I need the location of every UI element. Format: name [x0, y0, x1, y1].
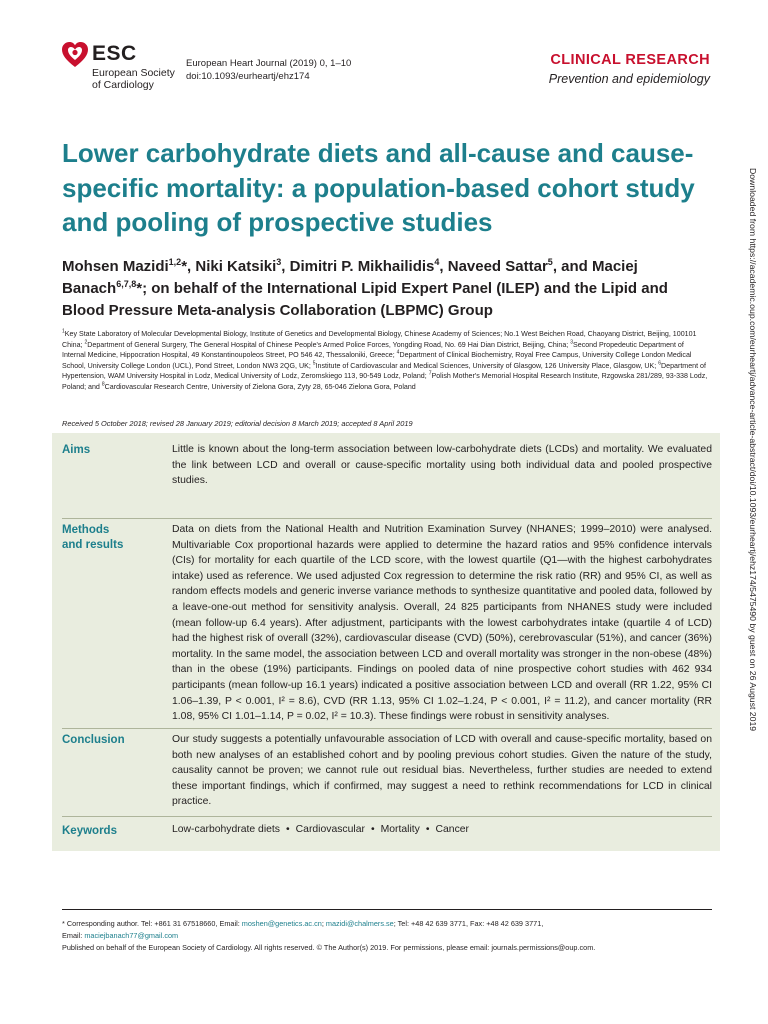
author-affil-ref: 6,7,8	[116, 279, 137, 289]
author-name[interactable]: Naveed Sattar	[447, 258, 548, 275]
email-link[interactable]: maciejbanach77@gmail.com	[84, 931, 179, 940]
aims-text: Little is known about the long-term association between low-carbohydrate diets (LCDs) and mortality. We evaluated the link between LCD and overall or cause-specific mortality using both individual data and pooled prospective studies.	[172, 444, 712, 487]
methods-label-line-2: and results	[62, 539, 124, 551]
affil-text: Department of General Surgery, The General Hospital of Chinese People's Armed Police Forces, Yongding Road, No. 69 Hai Dian District, Beijing, China;	[87, 340, 569, 349]
article-title: Lower carbohydrate diets and all-cause and cause-specific mortality: a population-based cohort study and pooling of prospective studies	[62, 138, 695, 237]
author-name[interactable]: Maciej Banach	[62, 258, 638, 297]
author-name[interactable]: Dimitri P. Mikhailidis	[289, 258, 435, 275]
logo-line-1: European Society	[92, 67, 175, 79]
conclusion-text: Our study suggests a potentially unfavourable association of LCD with overall and cause-specific mortality, based on both new analyses of an established cohort and by pooling previous cohort studies. Given the nature of the study, causality cannot be proven; we cannot rule out residual bias. Nevertheless, further studies are needed to extend these important findings, which if confirmed, may suggest a need to rethink recommendations for LCD in clinical practice.	[172, 734, 712, 808]
methods-label	[62, 523, 123, 553]
author-list: Mohsen Mazidi$^{1,2}$*, Niki Katsiki$^3$, Dimitri P. Mikhailidis$^4$, Naveed Sattar$^5$, and Maciej Banach$^{6,7,8}$*; on behalf of the International Lipid Expert Panel (ILEP) and the Lipid and Blood Pressure Meta-analysis Collaboration (LBPMC) Group	[62, 257, 668, 319]
journal-issue: European Heart Journal (2019) 0, 1–10	[186, 58, 352, 69]
author-affil-ref: 5	[547, 257, 553, 267]
corresponding-author: * Corresponding author. Tel: +861 31 67518660, Email: moshen@genetics.ac.cn; mazidi@chalmers.se; Tel: +48 42 639 3771, Fax: +48 42 639 3771,	[62, 919, 544, 928]
affil-text: Key State Laboratory of Molecular Developmental Biology, Institute of Genetics and Developmental Biology, Chinese Academy of Sciences; No.1 West Beichen Road, Chaoyang District, Beijing, 100101 China;	[62, 330, 697, 349]
affil-number: 7	[428, 371, 432, 378]
affil-number: 1	[62, 328, 65, 335]
download-note-text: Downloaded from https://academic.oup.com/eurheartj/advance-article-abstract/doi/10.1093/eurheartj/ehz174/5475490 by guest on 26 August 2019	[748, 168, 758, 732]
affil-text: Cardiovascular Research Centre, University of Zielona Gora, Zyty 28, 65-046 Zielona Gora, Poland	[104, 382, 416, 391]
journal-doi[interactable]: doi:10.1093/eurheartj/ehz174	[186, 71, 310, 82]
keyword[interactable]: Low-carbohydrate diets	[172, 824, 281, 835]
download-note	[744, 168, 760, 848]
logo-line-2: of Cardiology	[92, 79, 154, 91]
authors-group: ; on behalf of the International Lipid Expert Panel (ILEP) and the Lipid and Blood Pressure Meta-analysis Collaboration (LBPMC) Group	[62, 280, 668, 319]
section-divider	[62, 728, 712, 729]
methods-text: Data on diets from the National Health and Nutrition Examination Survey (NHANES; 1999–2010) were analysed. Multivariable Cox proportional hazards were applied to determine the hazard ratios and 95% confidence intervals (CIs) for mortality for each quartile of the LCD score, with the lowest quartile (Q1—with the highest carbohydrates intake) used as reference. We used adjusted Cox regression to determine the risk ratio (RR) and 95% CI, as well as random effects models and generic inverse variance methods to synthesize quantitative and pooled data, followed by a leave-one-out method for sensitivity analysis. Overall, 24 825 participants from NHANES study were included (mean follow-up 6.4 years). After adjustment, participants with the lowest carbohydrates intake (quartile 4 of LCD) had the highest risk of overall (32%), cardiovascular disease (CVD) (50%), cerebrovascular (51%), and cancer (36%) mortality. In the same model, the association between LCD and overall mortality was stronger in the non-obese (48%) than in the obese (19%) participants. Findings on pooled data of nine prospective cohort studies with 462 934 participants (mean follow-up 16.1 years) indicated a positive association between LCD and overall (RR 1.22, 95% CI 1.06–1.39, P < 0.001, I² = 8.6), CVD (RR 1.13, 95% CI 1.02–1.24, P < 0.001, I² = 11.2), and cancer mortality (RR 1.08, 95% CI 1.01–1.14, P = 0.02, I² = 10.3). These findings were robust in sensitivity analyses.	[172, 524, 712, 723]
affiliations	[62, 329, 708, 393]
author-affil-ref: 1,2	[168, 257, 182, 267]
section-subtitle: Prevention and epidemiology	[548, 72, 710, 86]
keyword-list	[172, 824, 469, 835]
footer-notes	[62, 918, 712, 954]
conclusion-label: Conclusion	[62, 734, 125, 746]
logo-primary: ESC	[92, 42, 137, 65]
author-affil-ref: 4	[434, 257, 440, 267]
section-divider	[62, 518, 712, 519]
corresponding-phone: ; Tel: +48 42 639 3771, Fax: +48 42 639 3771,	[393, 919, 544, 928]
article-history: Received 5 October 2018; revised 28 January 2019; editorial decision 8 March 2019; accepted 8 April 2019	[62, 419, 413, 428]
affil-text: Department of Clinical Biochemistry, Royal Free Campus, University College London Medical School, University College London (UCL), Pond Street, London NW3 2QG, UK;	[62, 351, 692, 370]
keyword-separator: •	[425, 824, 430, 835]
author-name[interactable]: Niki Katsiki	[195, 258, 277, 275]
section-divider	[62, 816, 712, 817]
email-link[interactable]: mazidi@chalmers.se	[325, 919, 394, 928]
author-name[interactable]: Mohsen Mazidi	[62, 258, 169, 275]
author-affil-ref: 3	[276, 257, 282, 267]
email-label: Email:	[62, 931, 83, 940]
email-link[interactable]: moshen@genetics.ac.cn	[241, 919, 322, 928]
section-title: CLINICAL RESEARCH	[550, 52, 710, 68]
keyword[interactable]: Mortality	[380, 824, 420, 835]
affil-number: 6	[658, 360, 661, 367]
corresponding-mark: *	[181, 258, 188, 275]
affil-number: 3	[570, 339, 574, 346]
keyword-separator: •	[370, 824, 375, 835]
esc-heart-logo-icon	[60, 40, 90, 70]
keywords-label: Keywords	[62, 825, 117, 837]
affil-number: 4	[396, 349, 400, 356]
affil-number: 8	[101, 381, 105, 388]
keyword[interactable]: Cardiovascular	[295, 824, 365, 835]
affil-text: Institute of Cardiovascular and Medical Sciences, University of Glasgow, 126 University Place, Glasgow, UK;	[315, 361, 657, 370]
affil-text: Department of Hypertension, WAM University Hospital in Lodz, Medical University of Lodz, Zeromskiego 113, 90-549 Lodz, Poland;	[62, 361, 706, 381]
keyword-separator: •	[286, 824, 290, 835]
affil-text: Second Propedeutic Department of Internal Medicine, Hippocration Hospital, 49 Konstantinoupoleos Street, PO 546 42, Thessaloniki, Greece;	[62, 340, 684, 360]
aims-label: Aims	[62, 444, 91, 456]
publisher-statement: Published on behalf of the European Society of Cardiology. All rights reserved. © The Author(s) 2019. For permissions, please email: journals.permissions@oup.com.	[62, 943, 596, 952]
methods-label-line-1: Methods	[62, 524, 110, 536]
section-heading	[549, 52, 710, 86]
corresponding-mark: *	[136, 280, 143, 297]
keyword[interactable]: Cancer	[435, 824, 470, 835]
footer-divider	[62, 909, 712, 910]
corresponding-email-line	[62, 930, 712, 942]
journal-citation	[186, 57, 351, 83]
affil-text: Polish Mother's Memorial Hospital Research Institute, Rzgowska 281/289, 93-338 Lodz, Poland; and	[62, 372, 708, 391]
affil-number: 5	[312, 360, 316, 367]
affil-number: 2	[84, 339, 88, 346]
esc-logo	[92, 44, 175, 91]
corresponding-prefix: * Corresponding author. Tel: +861 31 67518660, Email:	[62, 919, 240, 928]
